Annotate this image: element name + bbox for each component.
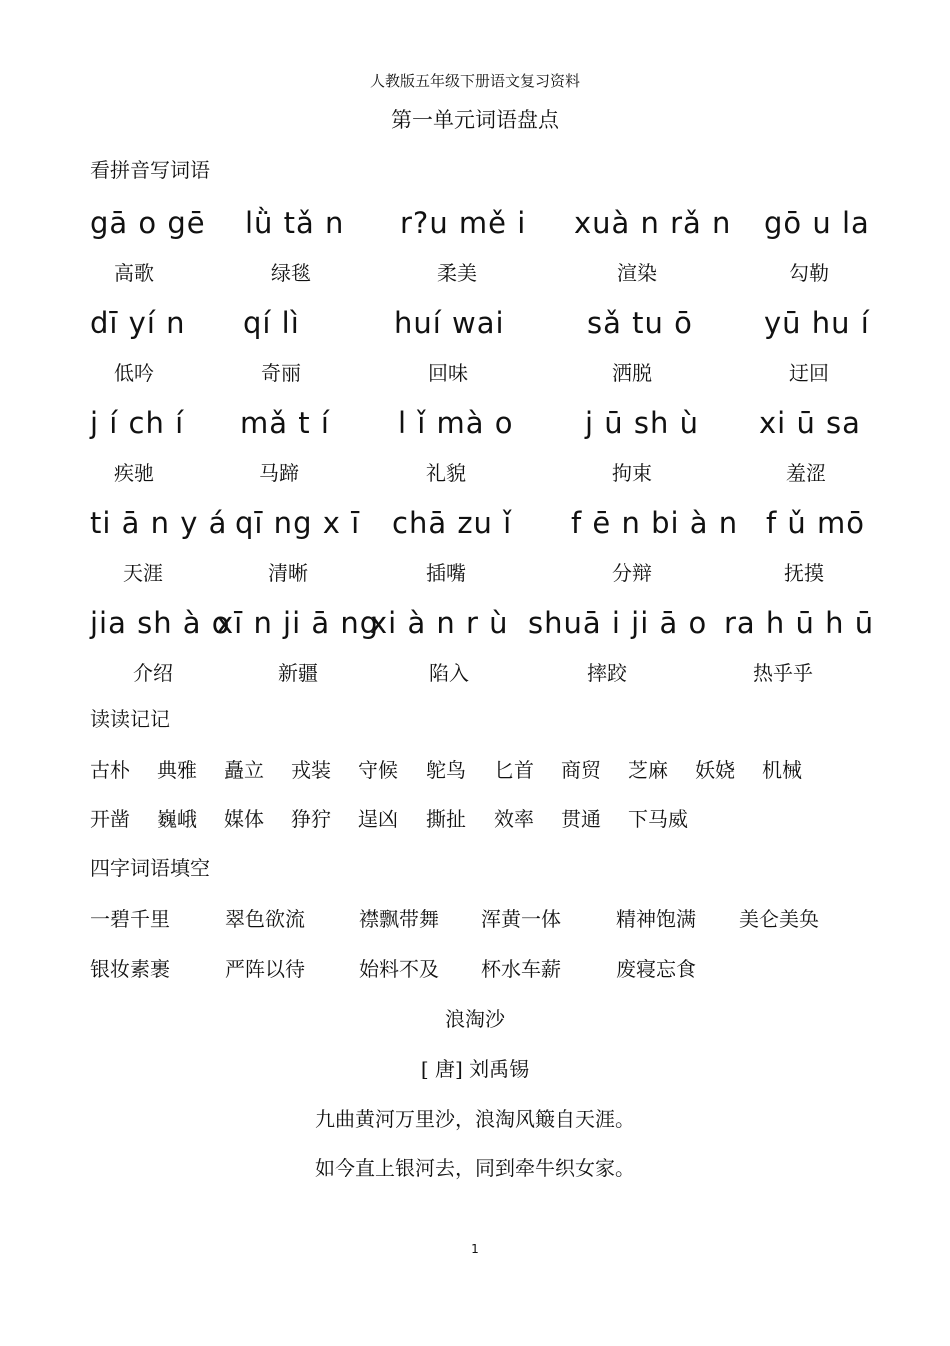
poem-title: 浪淘沙 (445, 1007, 505, 1031)
hanzi-word: 羞涩 (786, 461, 826, 485)
hanzi-word: 抚摸 (784, 561, 824, 585)
word-item: 巍峨 (157, 807, 197, 831)
word-item: 撕扯 (426, 807, 466, 831)
hanzi-word: 天涯 (123, 561, 163, 585)
pinyin-word: jia sh à o (90, 606, 231, 640)
hanzi-row (0, 457, 950, 487)
poem-line: 如今直上银河去，同到牵牛织女家。 (315, 1156, 635, 1180)
word-item: 逞凶 (358, 807, 398, 831)
word-item: 古朴 (90, 758, 130, 782)
word-item: 效率 (494, 807, 534, 831)
hanzi-word: 礼貌 (426, 461, 466, 485)
idiom-item: 一碧千里 (90, 907, 170, 931)
pinyin-word: l ǐ mà o (398, 406, 514, 440)
pinyin-word: r?u mě i (400, 206, 527, 240)
idiom-item: 美仑美奂 (739, 907, 819, 931)
word-item: 戎装 (291, 758, 331, 782)
pinyin-word: ra h ū h ū (724, 606, 875, 640)
word-item: 机械 (762, 758, 802, 782)
word-item: 匕首 (494, 758, 534, 782)
pinyin-word: j ū sh ù (585, 406, 699, 440)
idiom-item: 始料不及 (359, 957, 439, 981)
hanzi-word: 回味 (428, 361, 468, 385)
word-item: 狰狞 (291, 807, 331, 831)
hanzi-word: 渲染 (617, 261, 657, 285)
pinyin-row (88, 406, 888, 450)
hanzi-word: 绿毯 (271, 261, 311, 285)
pinyin-word: gō u la (764, 206, 870, 240)
pinyin-word: shuā i ji ā o (528, 606, 708, 640)
idiom-item: 杯水车薪 (481, 957, 561, 981)
pinyin-word: dī yí n (90, 306, 186, 340)
pinyin-word: huí wai (394, 306, 505, 340)
hanzi-word: 插嘴 (426, 561, 466, 585)
word-item: 妖娆 (695, 758, 735, 782)
hanzi-word: 新疆 (278, 661, 318, 685)
hanzi-word: 高歌 (114, 261, 154, 285)
pinyin-row (88, 206, 888, 250)
word-item: 媒体 (224, 807, 264, 831)
pinyin-row (88, 506, 888, 550)
hanzi-word: 摔跤 (587, 661, 627, 685)
section-title-read: 读读记记 (90, 707, 170, 731)
word-item: 商贸 (561, 758, 601, 782)
hanzi-word: 马蹄 (259, 461, 299, 485)
pinyin-word: lǜ tǎ n (245, 206, 345, 240)
idiom-item: 襟飘带舞 (359, 907, 439, 931)
pinyin-word: f ē n bi à n (571, 506, 739, 540)
pinyin-word: chā zu ǐ (392, 506, 513, 540)
hanzi-word: 迂回 (789, 361, 829, 385)
hanzi-word: 柔美 (437, 261, 477, 285)
section-title-pinyin: 看拼音写词语 (90, 158, 210, 182)
pinyin-word: qī ng x ī (235, 506, 361, 540)
pinyin-word: mǎ t í (240, 406, 330, 440)
word-item: 开凿 (90, 807, 130, 831)
pinyin-row (88, 306, 888, 350)
section-title-idioms: 四字词语填空 (90, 856, 210, 880)
hanzi-word: 清晰 (268, 561, 308, 585)
word-item: 芝麻 (628, 758, 668, 782)
idiom-item: 废寝忘食 (616, 957, 696, 981)
pinyin-word: xi à n r ù (370, 606, 509, 640)
hanzi-word: 介绍 (133, 661, 173, 685)
pinyin-word: yū hu í (764, 306, 870, 340)
hanzi-row (0, 657, 950, 687)
pinyin-word: xi ū sa (759, 406, 861, 440)
pinyin-word: gā o gē (90, 206, 206, 240)
idiom-item: 浑黄一体 (481, 907, 561, 931)
hanzi-row (0, 257, 950, 287)
hanzi-row (0, 357, 950, 387)
idiom-item: 翠色欲流 (225, 907, 305, 931)
hanzi-word: 低吟 (114, 361, 154, 385)
pinyin-word: f ǔ mō (766, 506, 866, 540)
hanzi-word: 疾驰 (114, 461, 154, 485)
pinyin-row (88, 606, 888, 650)
pinyin-word: sǎ tu ō (587, 306, 693, 340)
word-item: 典雅 (157, 758, 197, 782)
idiom-item: 精神饱满 (616, 907, 696, 931)
poem-author: [ 唐] 刘禹锡 (420, 1057, 530, 1081)
hanzi-word: 分辩 (612, 561, 652, 585)
poem-line: 九曲黄河万里沙，浪淘风簸自天涯。 (315, 1107, 635, 1131)
hanzi-word: 洒脱 (612, 361, 652, 385)
pinyin-word: xī n ji ā ng (216, 606, 380, 640)
unit-title: 第一单元词语盘点 (391, 108, 559, 132)
idiom-item: 银妆素裹 (90, 957, 170, 981)
document-header: 人教版五年级下册语文复习资料 (369, 72, 580, 90)
pinyin-word: j í ch í (90, 406, 185, 440)
hanzi-word: 热乎乎 (753, 661, 813, 685)
hanzi-word: 奇丽 (261, 361, 301, 385)
hanzi-word: 陷入 (429, 661, 469, 685)
pinyin-word: xuà n rǎ n (574, 206, 732, 240)
word-item: 鸵鸟 (426, 758, 466, 782)
hanzi-row (0, 557, 950, 587)
word-item: 矗立 (224, 758, 264, 782)
hanzi-word: 拘束 (612, 461, 652, 485)
page-number: 1 (471, 1242, 479, 1256)
pinyin-word: ti ā n y á (90, 506, 228, 540)
word-item: 守候 (358, 758, 398, 782)
pinyin-word: qí lì (243, 306, 300, 340)
word-item: 贯通 (561, 807, 601, 831)
idiom-item: 严阵以待 (225, 957, 305, 981)
word-item: 下马威 (628, 807, 688, 831)
hanzi-word: 勾勒 (789, 261, 829, 285)
